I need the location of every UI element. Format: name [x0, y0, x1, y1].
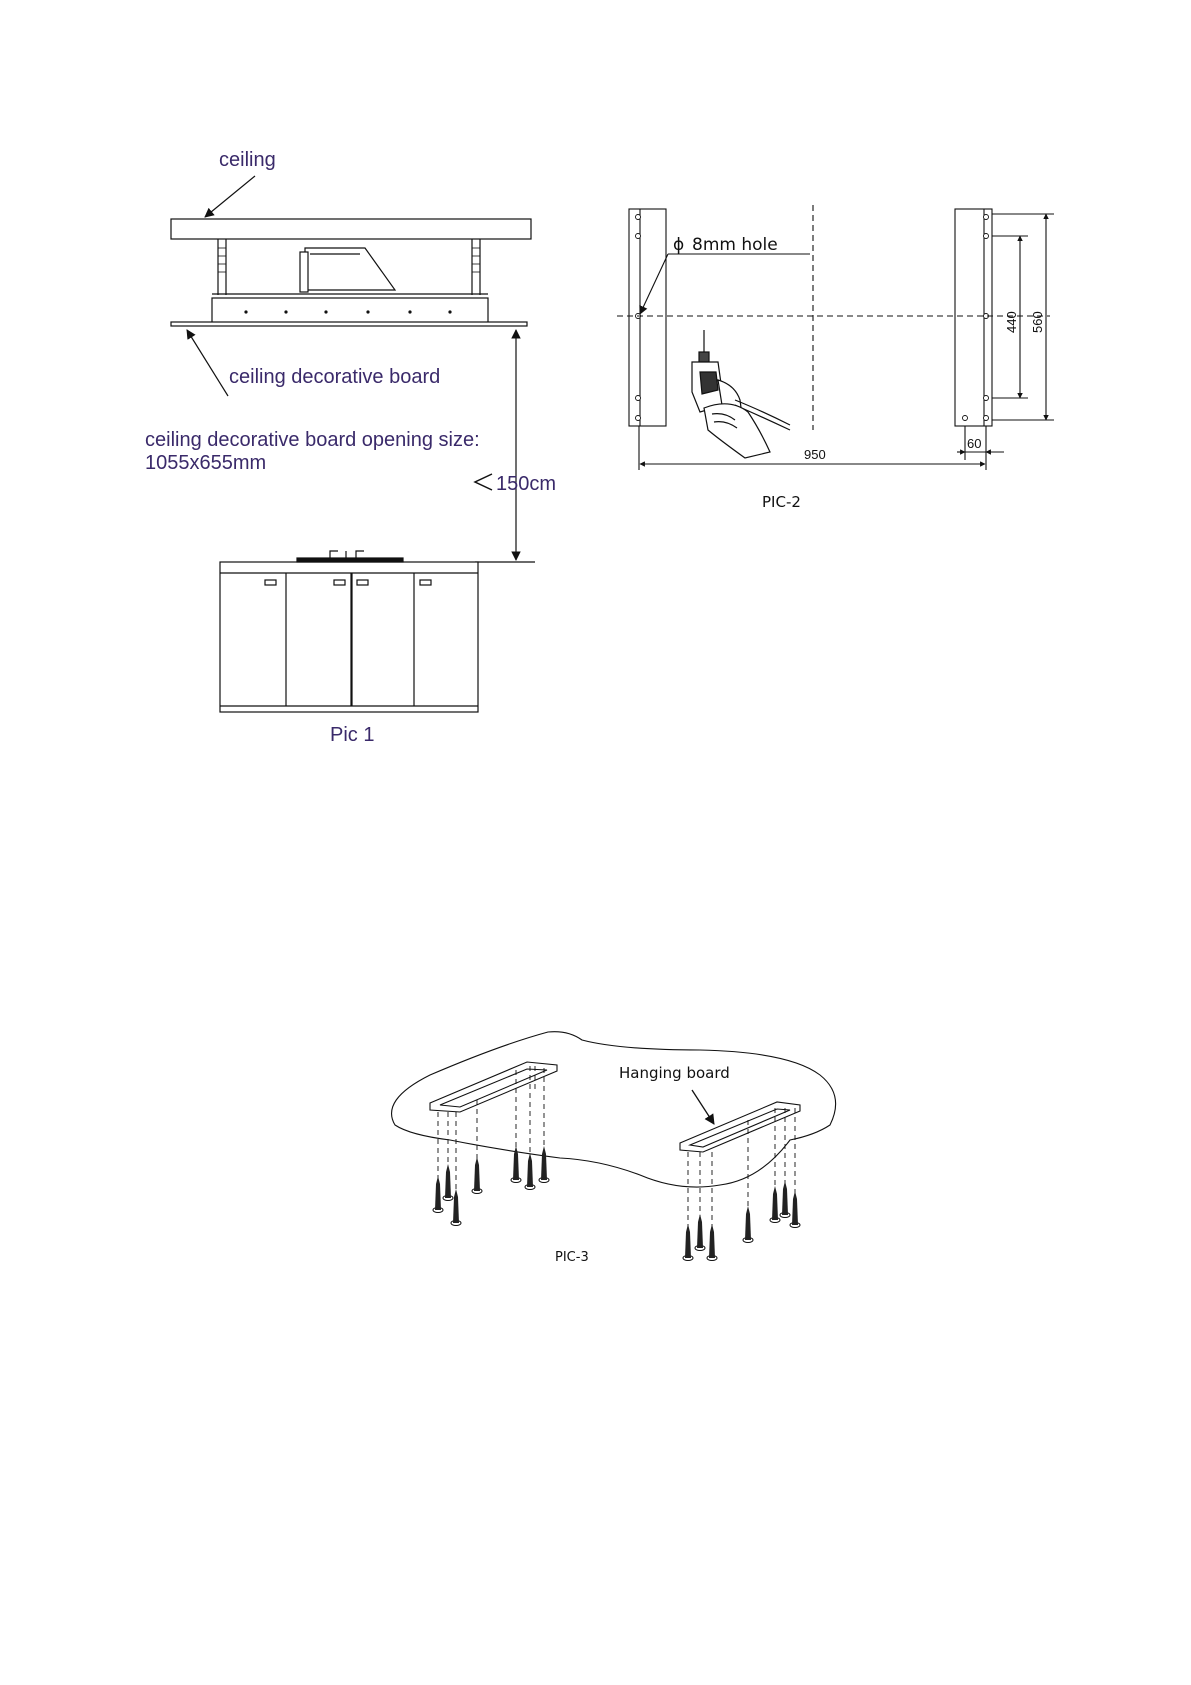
- decorative-board: [171, 322, 527, 326]
- phi-symbol: ϕ: [673, 235, 685, 255]
- dim-950-label: 950: [804, 447, 826, 462]
- hood-body: [212, 298, 488, 323]
- opening-size-line1: ceiling decorative board opening size:: [145, 429, 480, 451]
- decorative-board-label: ceiling decorative board: [229, 366, 441, 388]
- board-arrow: [187, 330, 228, 396]
- distance-label: 150cm: [496, 473, 557, 495]
- opening-size-line2: 1055x655mm: [145, 452, 267, 474]
- dim-560-label: 560: [1030, 311, 1045, 333]
- drill-icon: [692, 330, 790, 458]
- pic2-caption: PIC-2: [762, 493, 801, 511]
- less-than-symbol: [475, 474, 492, 490]
- ceiling-label: ceiling: [219, 149, 276, 171]
- hole-label: 8mm hole: [692, 235, 778, 255]
- hanging-board-arrow: [692, 1090, 714, 1124]
- left-bracket: [629, 209, 666, 426]
- hanging-board-label: Hanging board: [619, 1064, 730, 1082]
- dim-440-label: 440: [1004, 311, 1019, 333]
- kitchen-cabinet: [220, 562, 478, 712]
- ceiling-slab: [171, 219, 531, 239]
- pic1-caption: Pic 1: [330, 724, 375, 746]
- ceiling-arrow: [205, 176, 255, 217]
- screws: [433, 1146, 800, 1261]
- dim-60-label: 60: [967, 436, 982, 451]
- pic3-caption: PIC-3: [555, 1250, 589, 1265]
